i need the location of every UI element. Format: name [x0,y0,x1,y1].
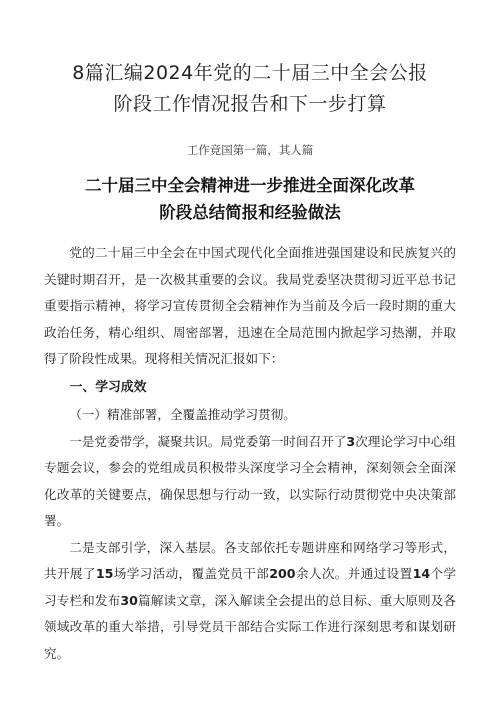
text-run: 场学习活动，覆盖党员干部 [113,566,270,581]
section-title-line-1: 二十届三中全会精神进一步推进全面深化改革 [85,176,415,195]
text-run: 篇解读文章，深入解读全会提出的总目标、重大原则及各领域改革的重大举措，引导党员干部结合实际工作进行深刻思考和谋划研究。 [44,592,457,661]
intro-paragraph: 党的二十届三中全会在中国式现代化全面推进强国建设和民族复兴的关键时期召开，是一次极其重要的会议。我局党委坚决贯彻习近平总书记重要指示精神，将学习宣传贯彻全会精神作为当前及今后一段时期的重大政治任务，精心组织、周密部署，迅速在全局范围内掀起学习热潮，并取得了阶段性成果。现将相关情况汇报如下： [44,245,456,366]
number-highlight: 14 [412,566,431,581]
number-highlight: 30 [120,592,138,608]
title-line-1: 8篇汇编2024年党的二十届三中全会公报 [72,62,428,84]
paragraph-branch-study [44,535,456,668]
number-highlight: 200 [269,566,296,581]
text-run: 一是党委带学，凝聚共识。局党委第一时间召开了 [69,433,347,449]
number-highlight: 15 [95,566,114,581]
number-highlight: 3 [346,433,356,449]
paragraph-party-committee [44,429,456,535]
text-run: 个学习专栏和发布 [44,566,457,608]
text-run: 余人次。并通过设置 [295,566,413,581]
heading-level-2: （一）精准部署，全覆盖推动学习贯彻。 [69,406,296,422]
heading-level-1: 一、学习成效 [69,379,147,395]
text-run: 二是支部引学，深入基层。各支部依托专题讲座和网络学习等形式，共开展了 [44,539,456,581]
title-line-2: 阶段工作情况报告和下一步打算 [113,93,387,115]
document-title [52,58,448,120]
author-note: 工作竞国第一篇，其人篇 [186,143,314,157]
section-title-line-2: 阶段总结简报和经验做法 [159,203,341,222]
section-title [44,172,456,226]
text-run: 次理论学习中心组专题会议，参会的党组成员积极带头深度学习全会精神，深刻领会全面深化改革的关键要点，确保思想与行动一致，以实际行动贯彻党中央决策部署。 [44,433,456,528]
